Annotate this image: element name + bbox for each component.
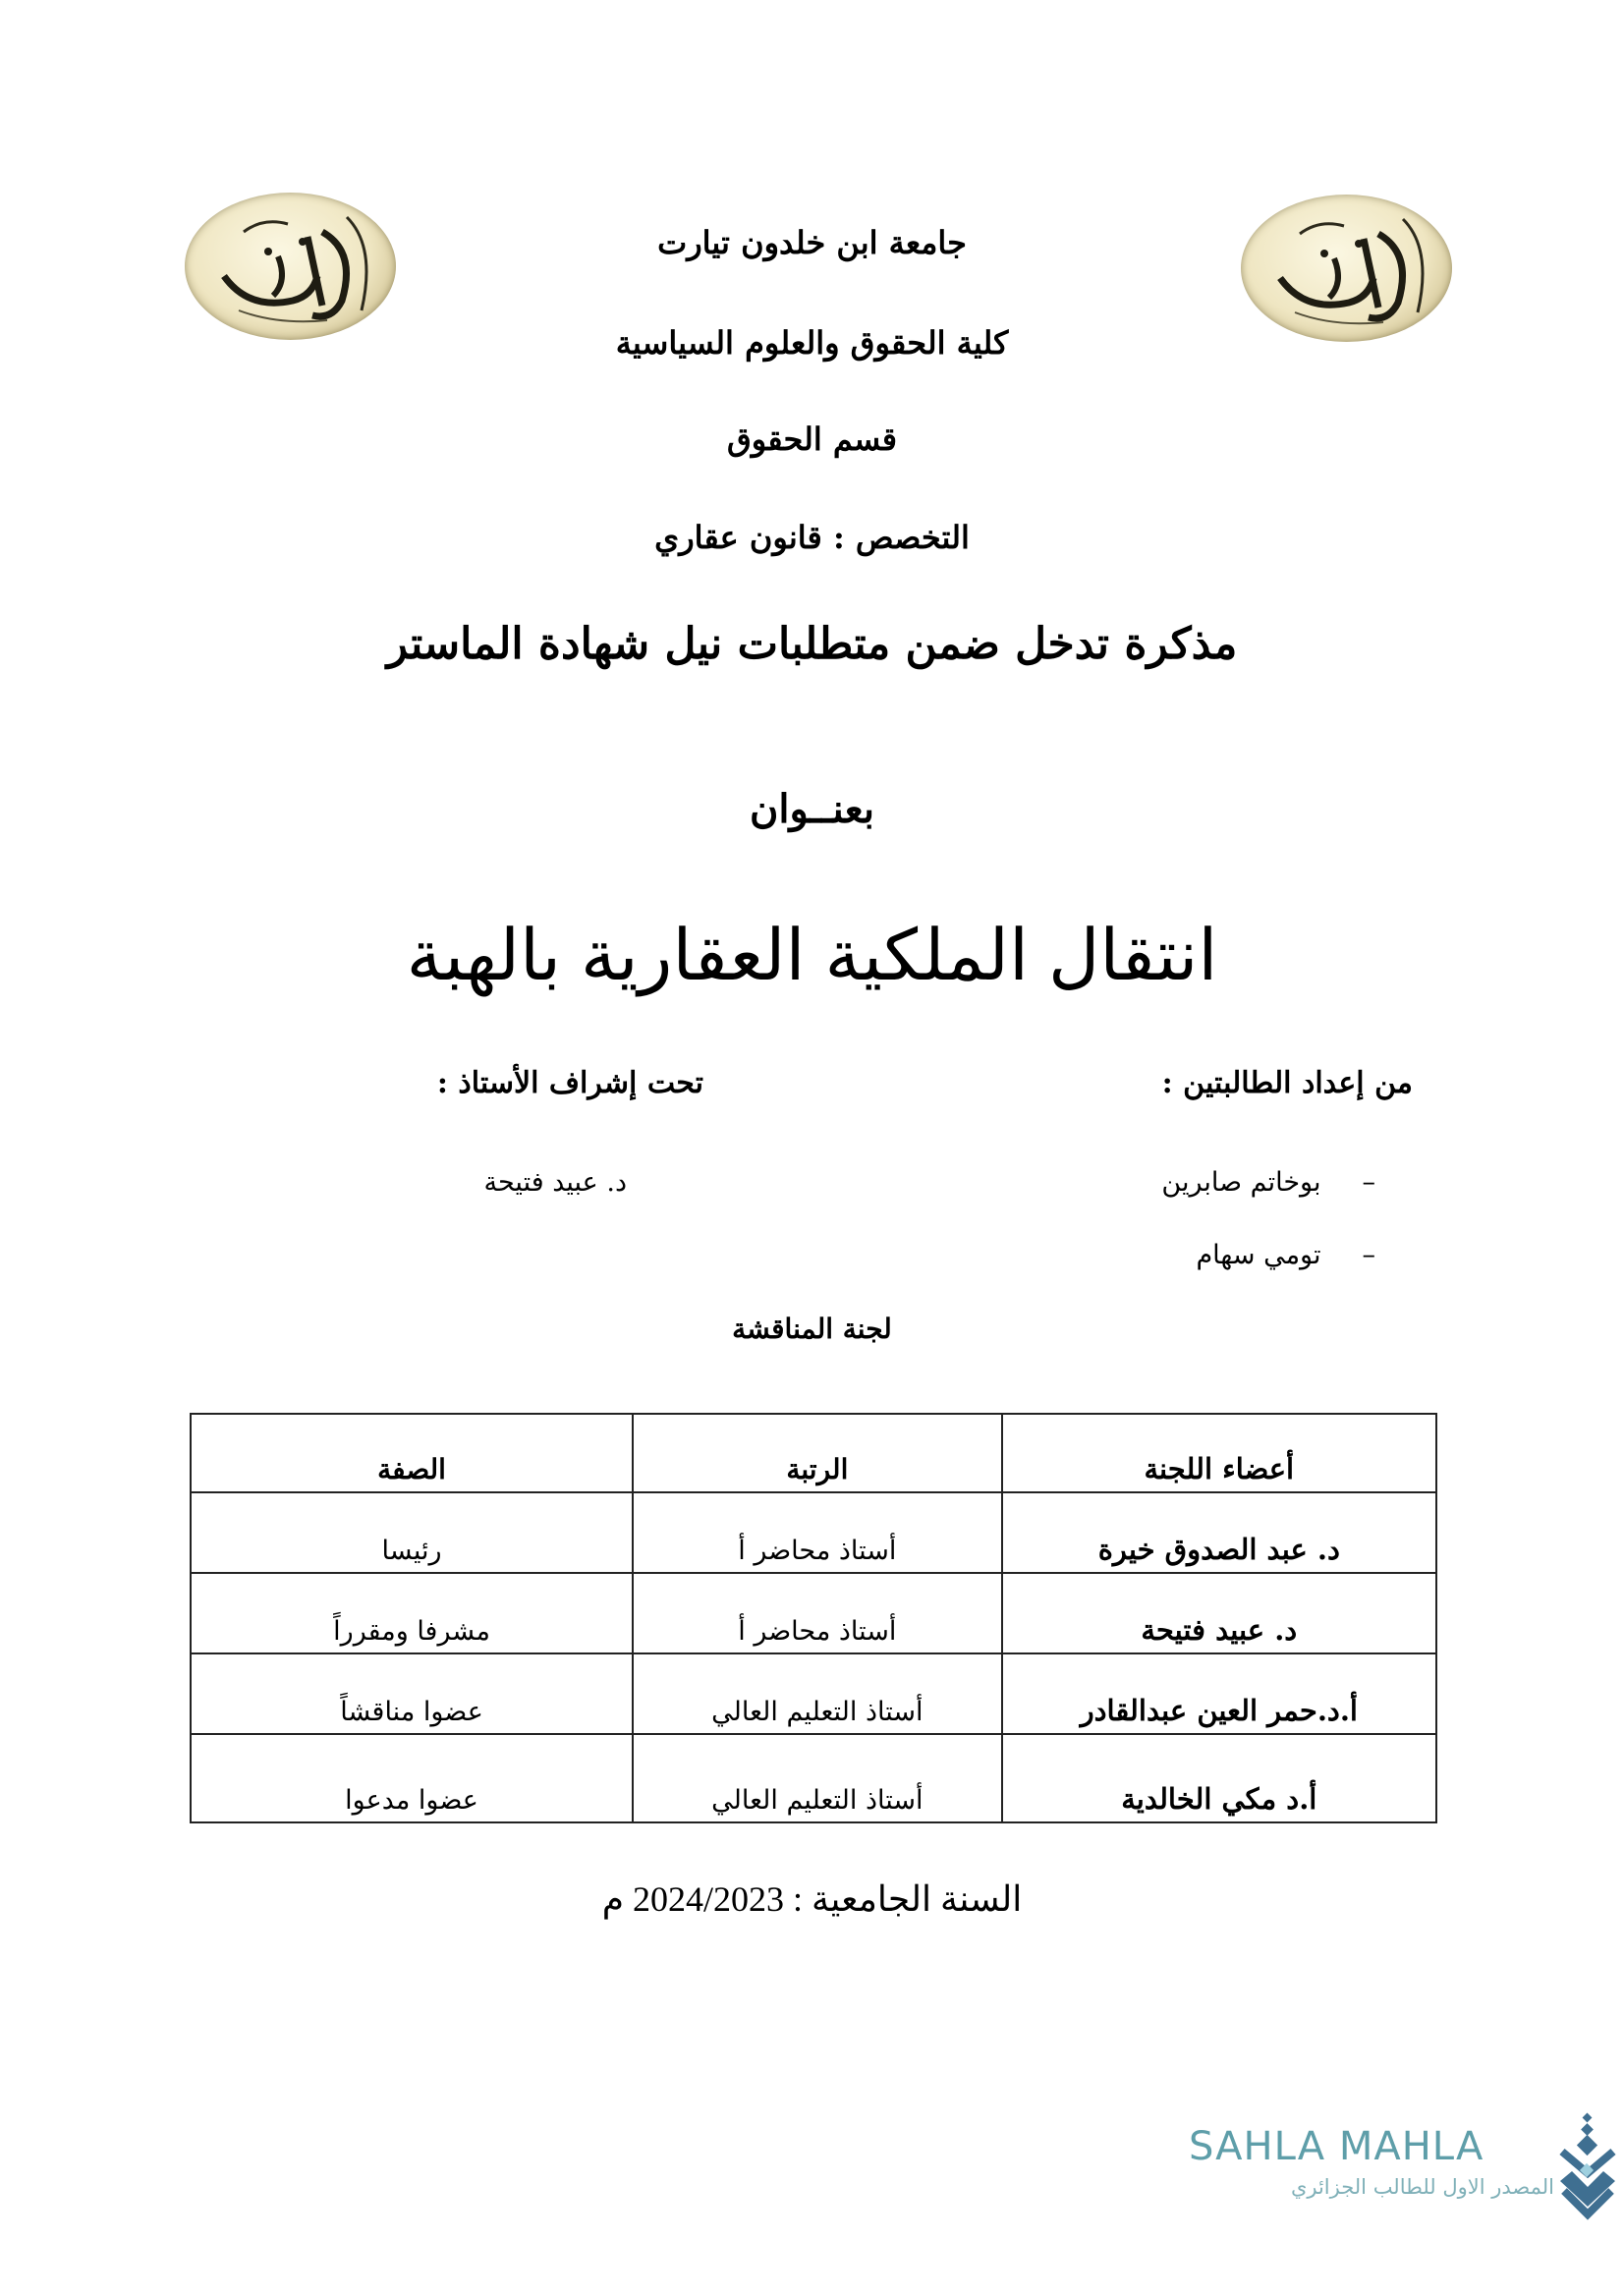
- member-rank: أستاذ محاضر أ: [633, 1573, 1002, 1653]
- bullet-dash: –: [1362, 1167, 1375, 1198]
- column-header-members: أعضاء اللجنة: [1002, 1414, 1436, 1492]
- table-row: [191, 1492, 1436, 1573]
- brand-name: SAHLA MAHLA: [1189, 2124, 1484, 2169]
- supervisor-name: د. عبيد فتيحة: [483, 1167, 627, 1198]
- column-header-role: الصفة: [191, 1414, 633, 1492]
- member-role: عضوا مدعوا: [191, 1734, 633, 1822]
- committee-title: لجنة المناقشة: [732, 1313, 892, 1345]
- student-name: تومي سهام: [1196, 1240, 1321, 1270]
- member-name: د. عبد الصدوق خيرة: [1002, 1492, 1436, 1573]
- student-item: [1196, 1240, 1375, 1270]
- university-seal-left: [185, 193, 396, 340]
- member-role: مشرفا ومقرراً: [191, 1573, 633, 1653]
- title-intro: بعنــوان: [749, 786, 875, 832]
- department-name: قسم الحقوق: [726, 420, 898, 458]
- table-row: [191, 1573, 1436, 1653]
- brand-tagline: المصدر الاول للطالب الجزائري: [1290, 2175, 1554, 2199]
- committee-table: [190, 1413, 1437, 1823]
- table-row: [191, 1734, 1436, 1822]
- university-seal-icon: [1241, 195, 1452, 342]
- table-header-row: [191, 1414, 1436, 1492]
- member-rank: أستاذ محاضر أ: [633, 1492, 1002, 1573]
- column-header-rank: الرتبة: [633, 1414, 1002, 1492]
- member-rank: أستاذ التعليم العالي: [633, 1734, 1002, 1822]
- member-name: د. عبيد فتيحة: [1002, 1573, 1436, 1653]
- member-role: عضوا مناقشاً: [191, 1653, 633, 1734]
- bullet-dash: –: [1362, 1240, 1375, 1270]
- academic-year: السنة الجامعية : 2024/2023 م: [601, 1879, 1023, 1919]
- specialty: التخصص : قانون عقاري: [654, 519, 970, 556]
- supervisor-label: تحت إشراف الأستاذ :: [436, 1066, 703, 1100]
- member-role: رئيسا: [191, 1492, 633, 1573]
- member-name: أ.د مكي الخالدية: [1002, 1734, 1436, 1822]
- sahla-mahla-logo-icon: [1554, 2112, 1621, 2220]
- faculty-name: كلية الحقوق والعلوم السياسية: [615, 324, 1009, 362]
- university-seal-icon: [185, 193, 396, 340]
- student-name: بوخاتم صابرين: [1161, 1167, 1321, 1198]
- students-label: من إعداد الطالبتين :: [1161, 1066, 1413, 1100]
- student-item: [1161, 1167, 1375, 1198]
- university-seal-right: [1241, 195, 1452, 342]
- member-name: أ.د.حمر العين عبدالقادر: [1002, 1653, 1436, 1734]
- table-row: [191, 1653, 1436, 1734]
- sahla-mahla-watermark: [1169, 2112, 1621, 2230]
- thesis-type: مذكرة تدخل ضمن متطلبات نيل شهادة الماستر: [386, 619, 1238, 669]
- thesis-title: انتقال الملكية العقارية بالهبة: [406, 917, 1218, 995]
- member-rank: أستاذ التعليم العالي: [633, 1653, 1002, 1734]
- university-name: جامعة ابن خلدون تيارت: [657, 224, 967, 261]
